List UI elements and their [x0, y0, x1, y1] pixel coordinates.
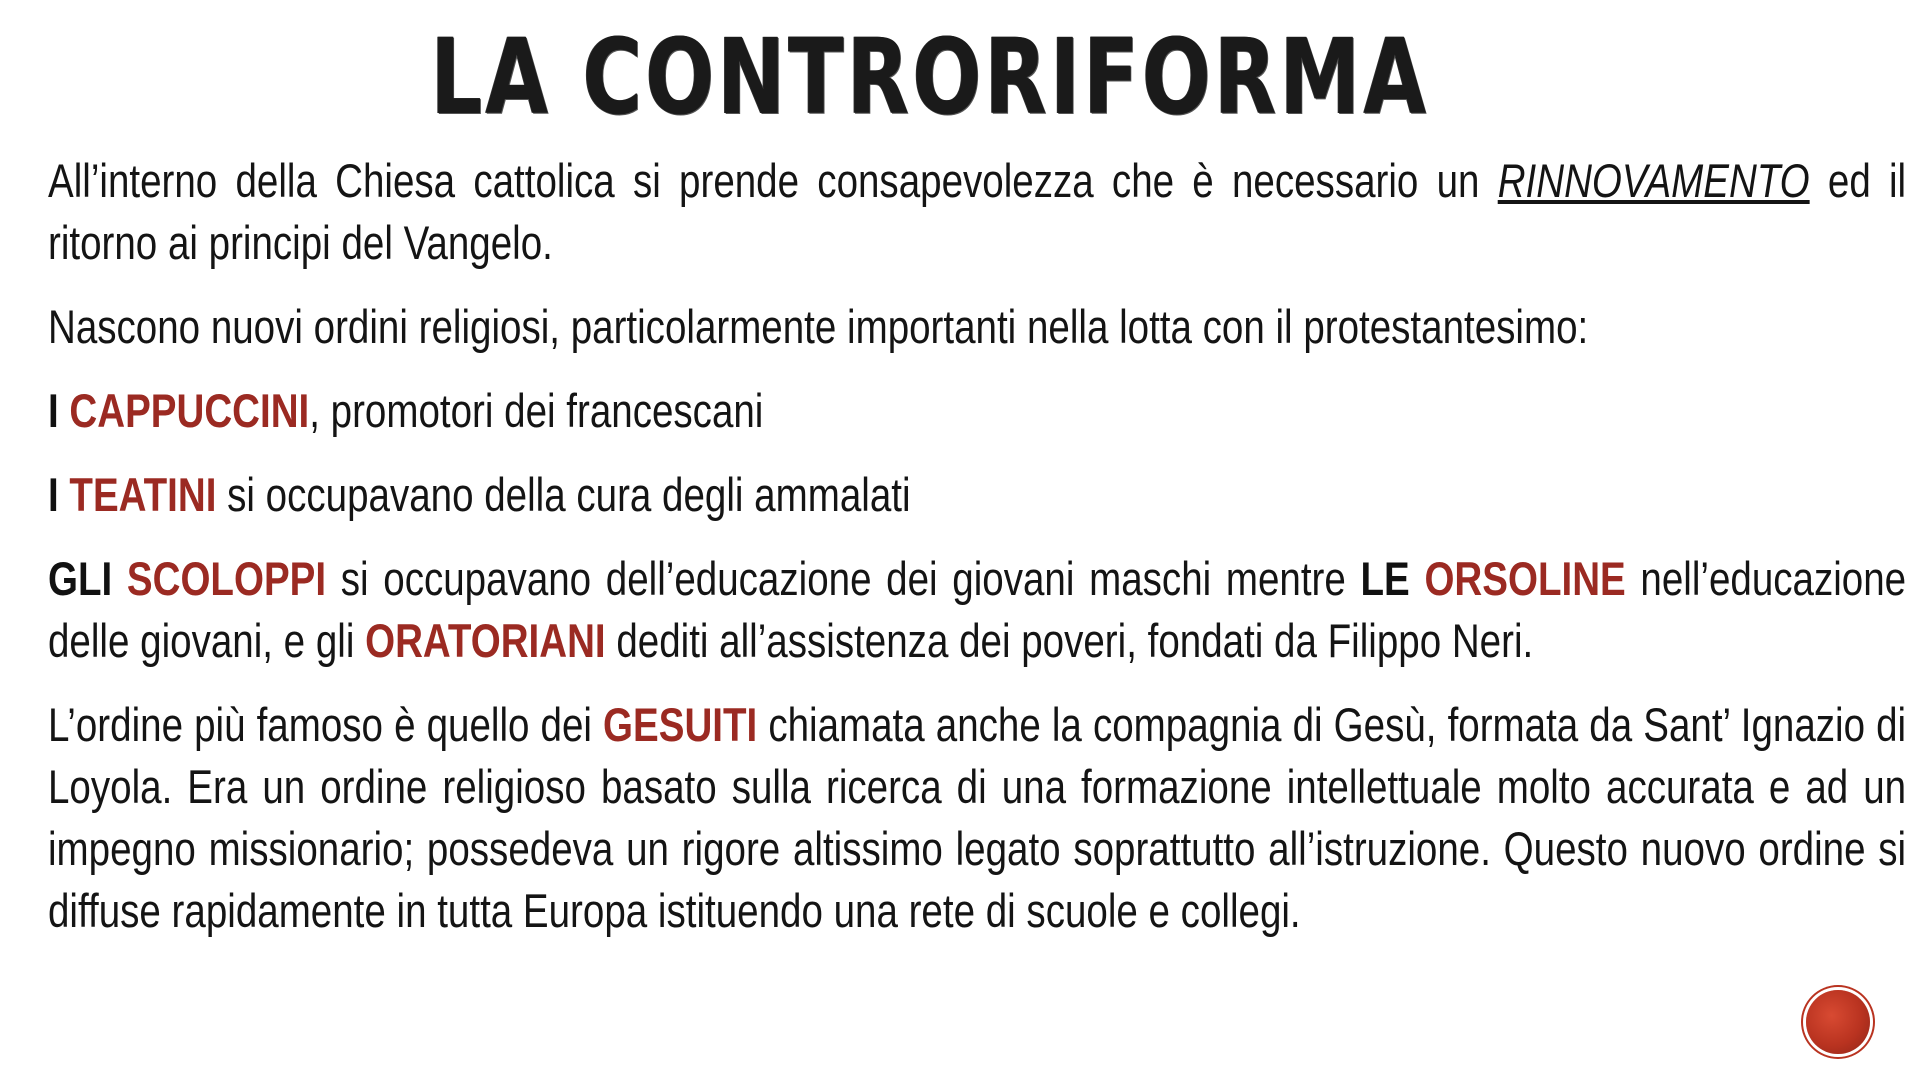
paragraph-scoloppi-orsoline [48, 548, 1906, 672]
order-orsoline: ORSOLINE [1424, 552, 1626, 605]
orsoline-description: nell’educazione delle giovani, e gli [48, 552, 1907, 667]
order-teatini: TEATINI [69, 468, 217, 521]
orsoline-article: LE [1360, 552, 1425, 605]
renewal-emphasis: RINNOVAMENTO [1497, 154, 1810, 207]
paragraph-cappuccini [48, 380, 1906, 442]
gesuiti-text-after: chiamata anche la compagnia di Gesù, formata da Sant’ Ignazio di Loyola. Era un ordine religioso basato sulla ricerca di una formazione intellettuale molto accurata e ad un impegno missionario; possedeva un rigore altissimo legato soprattutto all’istruzione. Questo nuovo ordine si diffuse rapidamente in tutta Europa istituendo una rete di scuole e collegi. [48, 698, 1907, 937]
renewal-text-after: ed il ritorno ai principi del Vangelo. [48, 154, 1907, 269]
gesuiti-text-before: L’ordine più famoso è quello dei [48, 698, 604, 751]
cappuccini-description: , promotori dei francescani [309, 384, 764, 437]
paragraph-gesuiti [48, 694, 1906, 942]
scoloppi-article: GLI [48, 552, 127, 605]
order-gesuiti: GESUITI [603, 698, 758, 751]
paragraph-new-orders: Nascono nuovi ordini religiosi, particolarmente importanti nella lotta con il protestantesimo: [48, 300, 1589, 353]
paragraph-teatini [48, 464, 1906, 526]
order-oratoriani: ORATORIANI [365, 614, 606, 667]
cappuccini-article: I [48, 384, 70, 437]
oratoriani-description: dediti all’assistenza dei poveri, fondati da Filippo Neri. [605, 614, 1534, 667]
decorative-orb [1806, 990, 1870, 1054]
teatini-article: I [48, 468, 70, 521]
order-cappuccini: CAPPUCCINI [69, 384, 310, 437]
order-scoloppi: SCOLOPPI [126, 552, 327, 605]
slide-body [48, 150, 1906, 964]
teatini-description: si occupavano della cura degli ammalati [216, 468, 911, 521]
slide-title: LA CONTRORIFORMA [430, 16, 1430, 138]
scoloppi-description: si occupavano dell’educazione dei giovani maschi mentre [326, 552, 1361, 605]
renewal-text-before: All’interno della Chiesa cattolica si prende consapevolezza che è necessario un [48, 154, 1498, 207]
paragraph-renewal [48, 150, 1906, 274]
